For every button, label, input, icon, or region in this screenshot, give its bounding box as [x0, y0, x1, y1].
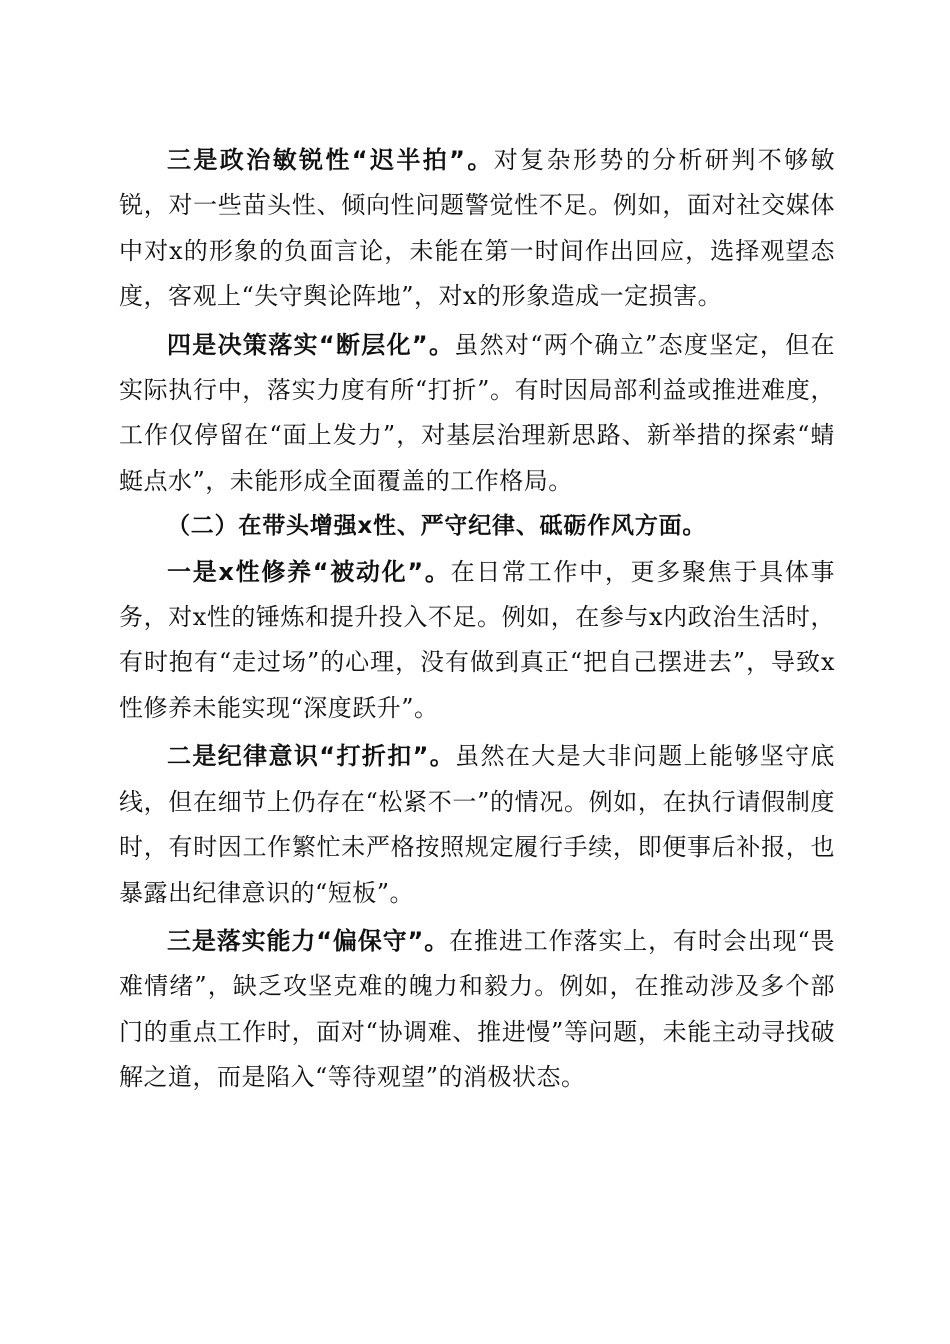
- paragraph-text: 虽然在大是大非问题上能够坚守底线，但在细节上仍存在“松紧不一”的情况。例如，在执行请假制度时，有时因工作繁忙未严格按照规定履行手续，即便事后补报，也暴露出纪律意识的“短板”。: [119, 742, 835, 907]
- paragraph-lead: 三是政治敏锐性“迟半拍”。: [167, 146, 494, 174]
- paragraph-lead: 一是x性修养“被动化”。: [167, 557, 451, 586]
- paragraph-decision-implementation: [119, 323, 835, 505]
- paragraph-lead: 三是落实能力“偏保守”。: [167, 926, 450, 955]
- paragraph-political-sensitivity: [119, 138, 835, 320]
- paragraph-text: 对复杂形势的分析研判不够敏锐，对一些苗头性、倾向性问题警觉性不足。例如，面对社交媒体中对x的形象的负面言论，未能在第一时间作出回应，选择观望态度，客观上“失守舆论阵地”，对x的形象造成一定损害。: [119, 146, 836, 311]
- paragraph-lead: 二是纪律意识“打折扣”。: [167, 742, 456, 771]
- paragraph-text: 虽然对“两个确立”态度坚定，但在实际执行中，落实力度有所“打折”。有时因局部利益或推进难度，工作仅停留在“面上发力”，对基层治理新思路、新举措的探索“蜻蜓点水”，未能形成全面覆盖的工作格局。: [119, 330, 836, 495]
- paragraph-party-cultivation: [119, 550, 835, 732]
- paragraph-discipline-awareness: [119, 734, 835, 916]
- paragraph-text: 在日常工作中，更多聚焦于具体事务，对x性的锤炼和提升投入不足。例如，在参与x内政治生活时，有时抱有“走过场”的心理，没有做到真正“把自己摆进去”，导致x性修养未能实现“深度跃升”。: [119, 557, 836, 722]
- paragraph-implementation-ability: [119, 919, 835, 1101]
- document-body: [119, 138, 835, 1101]
- paragraph-lead: 四是决策落实“断层化”。: [167, 330, 455, 359]
- paragraph-text: 在推进工作落实上，有时会出现“畏难情绪”，缺乏攻坚克难的魄力和毅力。例如，在推动涉及多个部门的重点工作时，面对“协调难、推进慢”等问题，未能主动寻找破解之道，而是陷入“等待观望”的消极状态。: [119, 926, 835, 1092]
- section-heading: （二）在带头增强x性、严守纪律、砥砺作风方面。: [167, 513, 707, 540]
